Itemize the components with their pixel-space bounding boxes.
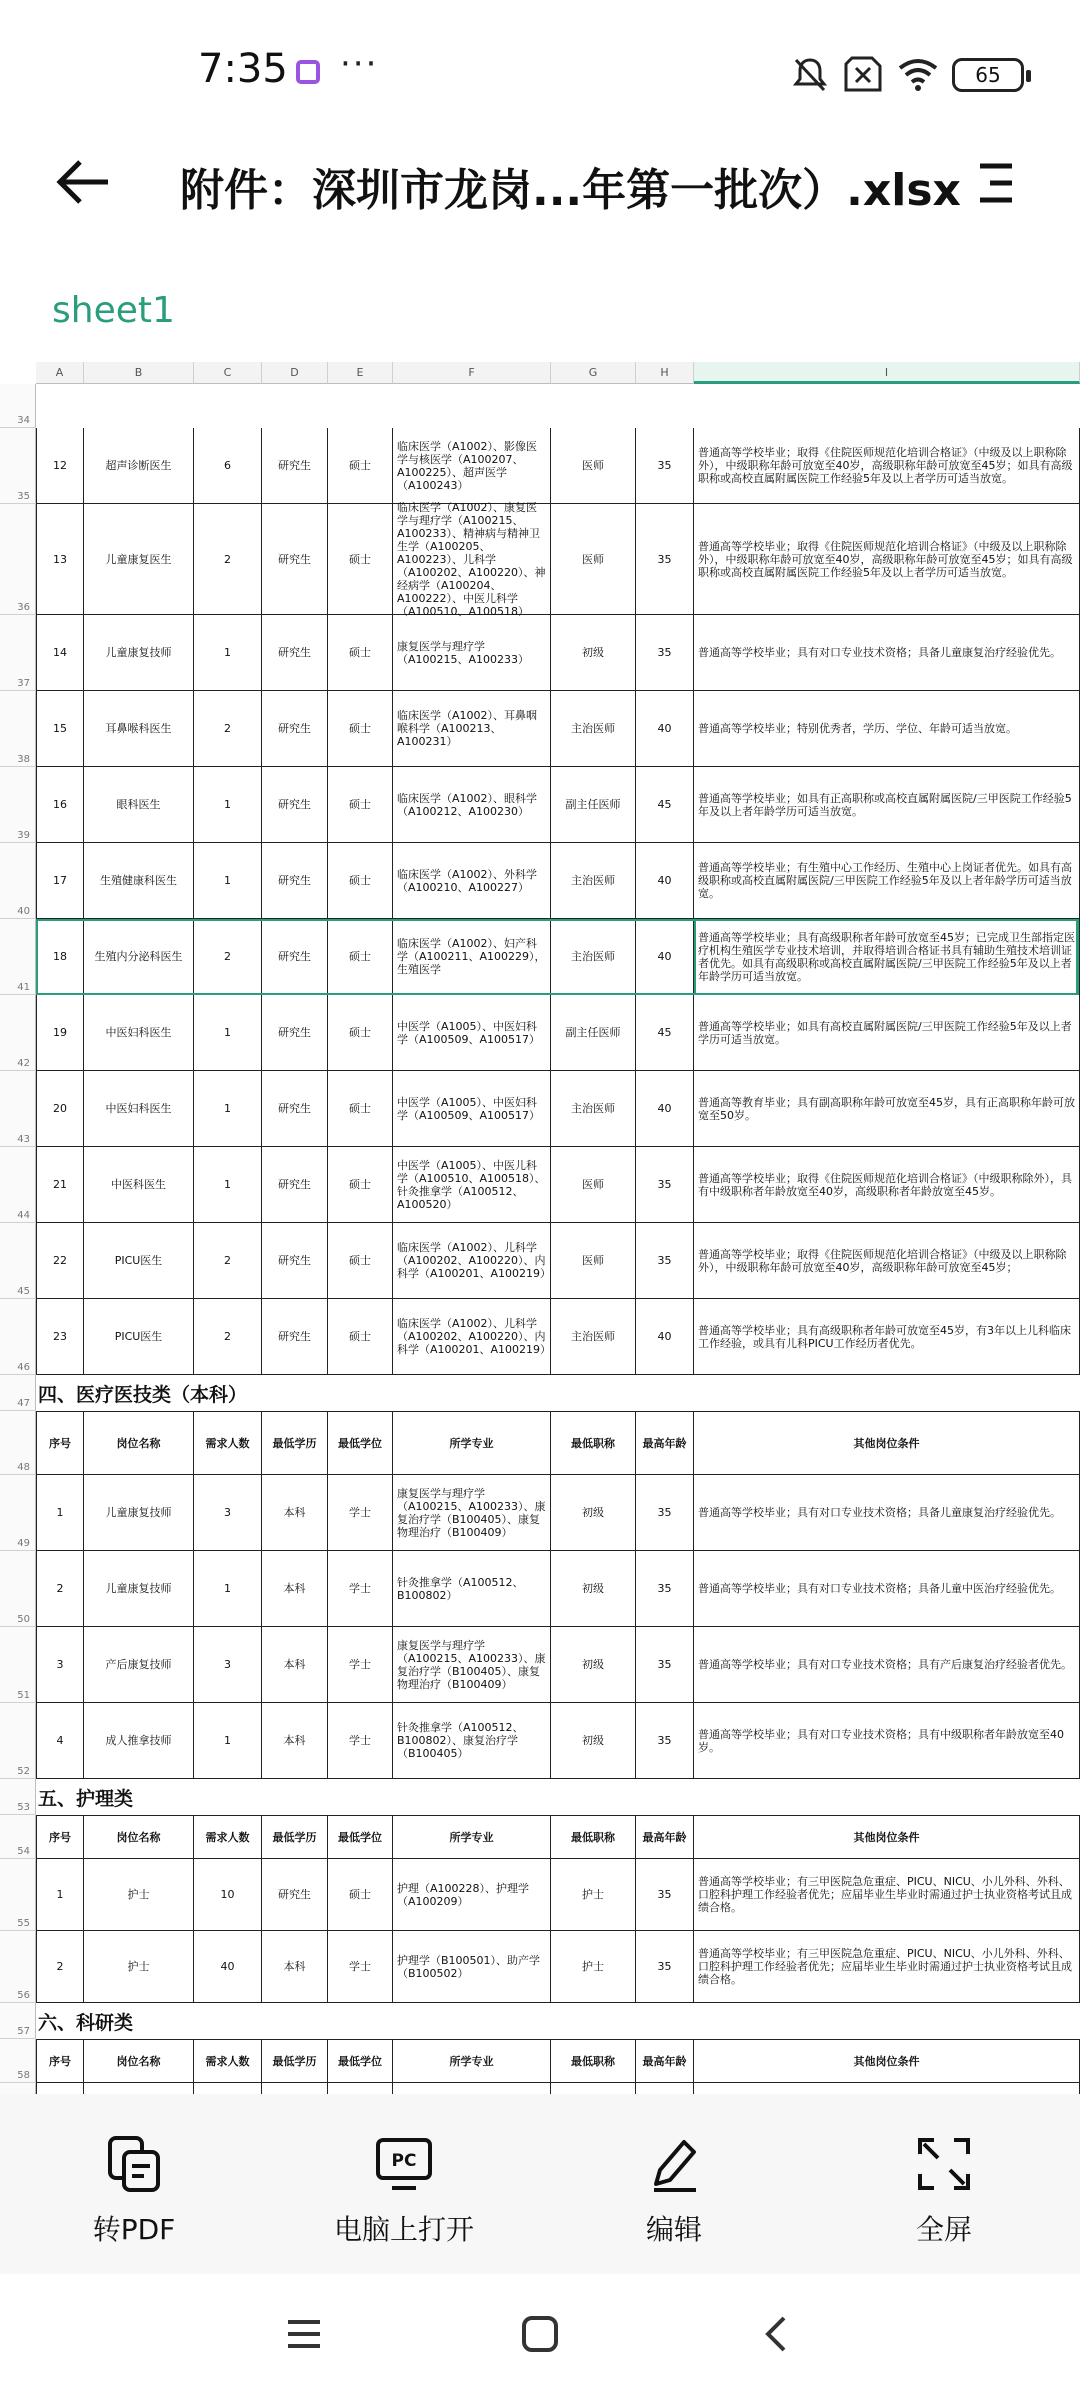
table-cell[interactable]: 护士 xyxy=(551,1931,636,2003)
header-cell[interactable]: 岗位名称 xyxy=(84,2039,194,2083)
table-row xyxy=(0,691,1080,767)
table-cell[interactable]: 3 xyxy=(194,1627,262,1703)
table-cell[interactable]: 13 xyxy=(36,504,84,615)
header-cell[interactable]: 序号 xyxy=(36,1815,84,1859)
table-cell[interactable]: 普通高等学校毕业；有生殖中心工作经历、生殖中心上岗证者优先。如具有高级职称或高校直属附属医院/三甲医院工作经验5年及以上者年龄学历可适当放宽。 xyxy=(694,843,1080,919)
table-cell[interactable]: 35 xyxy=(636,1859,694,1931)
table-cell[interactable]: 本科 xyxy=(262,1551,328,1627)
table-cell[interactable]: 1 xyxy=(194,1551,262,1627)
clock: 7:35 xyxy=(198,46,288,92)
table-cell[interactable]: 硕士 xyxy=(328,691,393,767)
back-arrow-icon[interactable] xyxy=(54,152,114,212)
table-header-row xyxy=(0,2039,1080,2083)
table-cell[interactable]: 硕士 xyxy=(328,767,393,843)
table-row xyxy=(0,1223,1080,1299)
column-header-h[interactable]: H xyxy=(636,362,694,384)
table-cell[interactable]: 普通高等学校毕业；有三甲医院急危重症、PICU、NICU、小儿外科、外科、口腔科护理工作经验者优先；应届毕业生毕业时需通过护士执业资格考试且成绩合格。 xyxy=(694,1931,1080,2003)
table-cell[interactable]: 40 xyxy=(636,691,694,767)
column-header-a[interactable]: A xyxy=(36,362,84,384)
table-cell[interactable]: 生殖内分泌科医生 xyxy=(84,919,194,995)
fullscreen-label: 全屏 xyxy=(915,2213,972,2246)
column-header-b[interactable]: B xyxy=(84,362,194,384)
fullscreen-icon xyxy=(914,2134,974,2194)
table-cell[interactable]: 35 xyxy=(636,1703,694,1779)
table-cell[interactable]: 普通高等学校毕业；具有对口专业技术资格；具有产后康复治疗经验者优先。 xyxy=(694,1627,1080,1703)
table-cell[interactable]: 初级 xyxy=(551,615,636,691)
header-cell[interactable]: 最低学历 xyxy=(262,1815,328,1859)
table-cell[interactable]: 3 xyxy=(194,1475,262,1551)
table-cell[interactable]: 硕士 xyxy=(328,504,393,615)
system-nav-bar xyxy=(0,2274,1080,2400)
table-cell[interactable]: 学士 xyxy=(328,1551,393,1627)
home-icon[interactable] xyxy=(518,2312,562,2356)
table-cell[interactable]: 初级 xyxy=(551,1627,636,1703)
open-on-pc-label: 电脑上打开 xyxy=(333,2213,474,2246)
header-cell[interactable]: 所学专业 xyxy=(393,1411,551,1475)
table-cell[interactable]: 医师 xyxy=(551,1147,636,1223)
table-cell[interactable]: 2 xyxy=(194,504,262,615)
table-cell[interactable]: 普通高等学校毕业；特别优秀者，学历、学位、年龄可适当放宽。 xyxy=(694,691,1080,767)
table-cell[interactable]: 临床医学（A1002）、眼科学（A100212、A100230） xyxy=(393,767,551,843)
table-cell[interactable]: 研究生 xyxy=(262,767,328,843)
header-cell[interactable]: 序号 xyxy=(36,1411,84,1475)
table-cell[interactable]: 研究生 xyxy=(262,1223,328,1299)
header-cell[interactable]: 所学专业 xyxy=(393,2039,551,2083)
column-header-d[interactable]: D xyxy=(262,362,328,384)
table-cell[interactable]: 初级 xyxy=(551,1475,636,1551)
section-medical-tech-bachelor: 四、医疗医技类（本科） xyxy=(38,1384,248,1406)
row-number[interactable]: 50 xyxy=(17,1614,30,1625)
table-cell[interactable]: 35 xyxy=(636,1147,694,1223)
table-cell[interactable]: 2 xyxy=(194,919,262,995)
header-cell[interactable]: 最低学位 xyxy=(328,1815,393,1859)
row-number[interactable]: 54 xyxy=(17,1846,30,1857)
table-cell[interactable]: 普通高等学校毕业；取得《住院医师规范化培训合格证》（中级及以上职称除外），中级职称年龄可放宽至40岁，高级职称年龄可放宽至45岁； xyxy=(694,1223,1080,1299)
table-cell[interactable]: 2 xyxy=(194,1223,262,1299)
table-row xyxy=(0,1931,1080,2003)
row-number[interactable]: 35 xyxy=(17,491,30,502)
table-cell[interactable]: 研究生 xyxy=(262,691,328,767)
table-cell[interactable]: 护士 xyxy=(551,1859,636,1931)
section-row xyxy=(0,1779,1080,1815)
table-cell[interactable]: 主治医师 xyxy=(551,691,636,767)
table-cell[interactable]: 1 xyxy=(36,1475,84,1551)
fullscreen-button[interactable] xyxy=(844,2134,1044,2264)
table-cell[interactable]: 研究生 xyxy=(262,1147,328,1223)
table-row xyxy=(0,1627,1080,1703)
header-cell[interactable]: 其他岗位条件 xyxy=(694,1815,1080,1859)
table-cell[interactable]: 主治医师 xyxy=(551,919,636,995)
table-cell[interactable]: 35 xyxy=(636,1551,694,1627)
battery-icon: 65 xyxy=(952,58,1024,92)
row-number[interactable]: 53 xyxy=(17,1802,30,1813)
column-header-i[interactable]: I xyxy=(694,362,1080,384)
table-row xyxy=(0,1147,1080,1223)
row-number[interactable]: 48 xyxy=(17,1462,30,1473)
table-cell[interactable]: 硕士 xyxy=(328,1071,393,1147)
table-row xyxy=(0,428,1080,504)
table-cell[interactable]: 2 xyxy=(36,1551,84,1627)
table-cell[interactable]: 硕士 xyxy=(328,1223,393,1299)
notification-app-icon xyxy=(296,60,320,84)
table-cell[interactable]: 研究生 xyxy=(262,1299,328,1375)
table-cell[interactable]: 35 xyxy=(636,504,694,615)
wifi-icon xyxy=(896,54,940,94)
edit-button[interactable] xyxy=(574,2134,774,2264)
document-title: 附件：深圳市龙岗...年第一批次）.xlsx xyxy=(180,165,961,216)
table-cell[interactable]: 儿童康复技师 xyxy=(84,1551,194,1627)
table-cell[interactable]: 普通高等学校毕业；有三甲医院急危重症、PICU、NICU、小儿外科、外科、口腔科护理工作经验者优先；应届毕业生毕业时需通过护士执业资格考试且成绩合格。 xyxy=(694,1859,1080,1931)
menu-icon[interactable] xyxy=(976,158,1016,208)
table-cell[interactable]: 护理学（B100501）、助产学（B100502） xyxy=(393,1931,551,2003)
header-cell[interactable]: 所学专业 xyxy=(393,1815,551,1859)
column-header-f[interactable]: F xyxy=(393,362,551,384)
table-cell[interactable]: 硕士 xyxy=(328,1299,393,1375)
table-header-row xyxy=(0,1411,1080,1475)
table-cell[interactable]: 硕士 xyxy=(328,919,393,995)
table-cell[interactable]: 35 xyxy=(636,615,694,691)
header-cell[interactable]: 其他岗位条件 xyxy=(694,1411,1080,1475)
sheet-tab[interactable]: sheet1 xyxy=(52,290,175,331)
table-cell[interactable]: 硕士 xyxy=(328,1859,393,1931)
table-cell[interactable]: 普通高等学校毕业；如具有正高职称或高校直属附属医院/三甲医院工作经验5年及以上者年龄学历可适当放宽。 xyxy=(694,767,1080,843)
section-row xyxy=(0,2003,1080,2039)
table-cell[interactable]: 中医学（A1005）、中医儿科学（A100510、A100518）、针灸推拿学（A100512、A100520） xyxy=(393,1147,551,1223)
title-bar xyxy=(0,130,1080,240)
row-number[interactable]: 47 xyxy=(17,1398,30,1409)
section-research: 六、科研类 xyxy=(38,2012,134,2034)
table-cell[interactable]: 1 xyxy=(194,1703,262,1779)
table-cell[interactable]: 22 xyxy=(36,1223,84,1299)
table-cell[interactable]: 眼科医生 xyxy=(84,767,194,843)
recent-apps-icon[interactable] xyxy=(282,2312,326,2356)
table-row xyxy=(0,1071,1080,1147)
header-cell[interactable]: 需求人数 xyxy=(194,1411,262,1475)
table-row xyxy=(0,1475,1080,1551)
table-cell[interactable]: 普通高等学校毕业；具有对口专业技术资格；具备儿童康复治疗经验优先。 xyxy=(694,615,1080,691)
table-cell[interactable]: 研究生 xyxy=(262,995,328,1071)
table-cell[interactable]: 普通高等学校毕业；取得《住院医师规范化培训合格证》（中级及以上职称除外），中级职称年龄可放宽至40岁，高级职称年龄可放宽至45岁；如具有高级职称或高校直属附属医院工作经验5年及以上者学历可适当放宽。 xyxy=(694,428,1080,504)
table-cell[interactable]: 45 xyxy=(636,767,694,843)
table-cell[interactable]: 普通高等学校毕业；取得《住院医师规范化培训合格证》（中级职称除外），具有中级职称者年龄放宽至40岁，高级职称者年龄放宽至45岁。 xyxy=(694,1147,1080,1223)
table-cell[interactable]: 初级 xyxy=(551,1703,636,1779)
header-cell[interactable]: 最高年龄 xyxy=(636,1411,694,1475)
row-number[interactable]: 44 xyxy=(17,1210,30,1221)
pc-open-icon xyxy=(374,2134,434,2194)
header-cell[interactable]: 最低学位 xyxy=(328,1411,393,1475)
table-cell[interactable]: 硕士 xyxy=(328,843,393,919)
row-number[interactable]: 55 xyxy=(17,1918,30,1929)
table-cell[interactable]: 学士 xyxy=(328,1931,393,2003)
table-cell[interactable]: 中医学（A1005）、中医妇科学（A100509、A100517） xyxy=(393,1071,551,1147)
table-cell[interactable]: 医师 xyxy=(551,428,636,504)
table-cell[interactable]: 中医学（A1005）、中医妇科学（A100509、A100517） xyxy=(393,995,551,1071)
table-cell[interactable]: 普通高等学校毕业；具有对口专业技术资格；具备儿童中医治疗经验优先。 xyxy=(694,1551,1080,1627)
pencil-icon xyxy=(644,2134,704,2194)
section-nursing: 五、护理类 xyxy=(38,1788,134,1810)
table-row xyxy=(0,1703,1080,1779)
row-number[interactable]: 38 xyxy=(17,754,30,765)
row-number[interactable]: 41 xyxy=(17,982,30,993)
header-cell[interactable]: 最低学历 xyxy=(262,1411,328,1475)
table-cell[interactable]: 40 xyxy=(636,1071,694,1147)
table-row xyxy=(0,843,1080,919)
table-row xyxy=(0,384,1080,428)
table-cell[interactable]: 1 xyxy=(194,615,262,691)
table-cell[interactable]: 中医妇科医生 xyxy=(84,995,194,1071)
table-row xyxy=(0,615,1080,691)
header-cell[interactable]: 序号 xyxy=(36,2039,84,2083)
table-cell[interactable]: 研究生 xyxy=(262,428,328,504)
table-cell[interactable]: 35 xyxy=(636,1627,694,1703)
table-cell[interactable]: 耳鼻喉科医生 xyxy=(84,691,194,767)
table-cell[interactable]: 本科 xyxy=(262,1627,328,1703)
table-cell[interactable]: 2 xyxy=(36,1931,84,2003)
bottom-toolbar xyxy=(0,2094,1080,2274)
row-number[interactable]: 37 xyxy=(17,678,30,689)
row-number[interactable]: 46 xyxy=(17,1362,30,1373)
table-cell[interactable]: 1 xyxy=(194,1147,262,1223)
table-cell[interactable]: 本科 xyxy=(262,1475,328,1551)
convert-pdf-icon xyxy=(104,2134,164,2194)
table-cell[interactable]: 护理（A100228）、护理学（A100209） xyxy=(393,1859,551,1931)
table-cell[interactable]: 17 xyxy=(36,843,84,919)
more-notifications-icon: ··· xyxy=(340,44,379,84)
header-cell[interactable]: 需求人数 xyxy=(194,2039,262,2083)
row-number[interactable]: 42 xyxy=(17,1058,30,1069)
table-cell[interactable]: 中医科医生 xyxy=(84,1147,194,1223)
table-cell[interactable]: 临床医学（A1002）、妇产科学（A100211、A100229），生殖医学 xyxy=(393,919,551,995)
header-cell[interactable]: 最低学历 xyxy=(262,2039,328,2083)
header-cell[interactable]: 最低学位 xyxy=(328,2039,393,2083)
table-cell[interactable]: 3 xyxy=(36,1627,84,1703)
table-cell[interactable]: 副主任医师 xyxy=(551,995,636,1071)
table-cell[interactable]: 研究生 xyxy=(262,1071,328,1147)
header-cell[interactable]: 其他岗位条件 xyxy=(694,2039,1080,2083)
row-number[interactable]: 49 xyxy=(17,1538,30,1549)
table-cell[interactable]: 10 xyxy=(194,1859,262,1931)
table-cell[interactable]: 普通高等教育毕业；具有副高职称年龄可放宽至45岁，具有正高职称年龄可放宽至50岁。 xyxy=(694,1071,1080,1147)
row-number[interactable]: 56 xyxy=(17,1990,30,2001)
header-cell[interactable]: 最低职称 xyxy=(551,1411,636,1475)
convert-pdf-button[interactable] xyxy=(34,2134,234,2264)
table-cell[interactable]: 副主任医师 xyxy=(551,767,636,843)
back-nav-icon[interactable] xyxy=(754,2312,798,2356)
table-cell[interactable]: 临床医学（A1002）、耳鼻咽喉科学（A100213、A100231） xyxy=(393,691,551,767)
spreadsheet-view[interactable] xyxy=(0,362,1080,2094)
table-cell[interactable]: 15 xyxy=(36,691,84,767)
mute-bell-icon xyxy=(790,54,830,94)
table-row xyxy=(0,995,1080,1071)
table-cell[interactable]: 儿童康复技师 xyxy=(84,615,194,691)
row-number[interactable]: 39 xyxy=(17,830,30,841)
row-number[interactable]: 34 xyxy=(17,415,30,426)
table-cell[interactable]: 2 xyxy=(194,1299,262,1375)
table-row xyxy=(0,1551,1080,1627)
table-cell[interactable]: 研究生 xyxy=(262,843,328,919)
table-cell[interactable]: 研究生 xyxy=(262,504,328,615)
column-header-e[interactable]: E xyxy=(328,362,393,384)
table-cell[interactable]: PICU医生 xyxy=(84,1299,194,1375)
table-cell[interactable]: 40 xyxy=(636,919,694,995)
table-cell[interactable]: 普通高等学校毕业；具有对口专业技术资格；具备儿童康复治疗经验优先。 xyxy=(694,1475,1080,1551)
status-bar xyxy=(0,0,1080,150)
header-cell[interactable]: 最低职称 xyxy=(551,2039,636,2083)
table-cell[interactable]: 康复医学与理疗学（A100215、A100233）、康复治疗学（B100405）、康复物理治疗（B100409） xyxy=(393,1627,551,1703)
table-cell[interactable]: 35 xyxy=(636,428,694,504)
table-cell[interactable]: 硕士 xyxy=(328,615,393,691)
table-cell[interactable]: 普通高等学校毕业；如具有高校直属附属医院/三甲医院工作经验5年及以上者学历可适当放宽。 xyxy=(694,995,1080,1071)
row-number[interactable]: 52 xyxy=(17,1766,30,1777)
table-cell[interactable]: 儿童康复技师 xyxy=(84,1475,194,1551)
row-number[interactable]: 36 xyxy=(17,602,30,613)
table-cell[interactable]: 成人推拿技师 xyxy=(84,1703,194,1779)
row-number[interactable]: 58 xyxy=(17,2070,30,2081)
table-cell[interactable]: 20 xyxy=(36,1071,84,1147)
table-cell[interactable]: 康复医学与理疗学（A100215、A100233）、康复治疗学（B100405）、康复物理治疗（B100409） xyxy=(393,1475,551,1551)
table-cell[interactable]: 21 xyxy=(36,1147,84,1223)
table-cell[interactable]: 护士 xyxy=(84,1859,194,1931)
table-cell[interactable]: 学士 xyxy=(328,1627,393,1703)
table-cell[interactable]: 45 xyxy=(636,995,694,1071)
table-cell[interactable]: 40 xyxy=(636,843,694,919)
table-cell[interactable]: 35 xyxy=(636,1223,694,1299)
row-number[interactable]: 43 xyxy=(17,1134,30,1145)
table-row xyxy=(0,919,1080,995)
table-cell[interactable]: 临床医学（A1002）、儿科学（A100202、A100220）、内科学（A100201、A100219） xyxy=(393,1223,551,1299)
table-cell[interactable]: 医师 xyxy=(551,504,636,615)
table-cell[interactable]: 1 xyxy=(36,1859,84,1931)
table-cell[interactable]: 23 xyxy=(36,1299,84,1375)
table-cell[interactable]: 40 xyxy=(636,1299,694,1375)
table-cell[interactable]: 14 xyxy=(36,615,84,691)
table-cell[interactable]: 2 xyxy=(194,691,262,767)
table-cell[interactable]: 学士 xyxy=(328,1475,393,1551)
table-cell[interactable]: 临床医学（A1002）、影像医学与核医学（A100207、A100225）、超声医学（A100243） xyxy=(393,428,551,504)
table-cell[interactable]: 1 xyxy=(194,1071,262,1147)
table-cell[interactable]: PICU医生 xyxy=(84,1223,194,1299)
table-row xyxy=(0,767,1080,843)
table-cell[interactable]: 研究生 xyxy=(262,919,328,995)
table-cell[interactable]: 40 xyxy=(194,1931,262,2003)
open-on-pc-button[interactable] xyxy=(304,2134,504,2264)
table-header-row xyxy=(0,1815,1080,1859)
table-cell[interactable]: 普通高等学校毕业；具有高级职称者年龄可放宽至45岁，有3年以上儿科临床工作经验，或具有儿科PICU工作经历者优先。 xyxy=(694,1299,1080,1375)
section-row xyxy=(0,1375,1080,1411)
table-cell[interactable]: 临床医学（A1002）、外科学（A100210、A100227） xyxy=(393,843,551,919)
row-number[interactable]: 45 xyxy=(17,1286,30,1297)
table-cell[interactable]: 1 xyxy=(194,995,262,1071)
header-cell[interactable]: 需求人数 xyxy=(194,1815,262,1859)
table-cell[interactable]: 生殖健康科医生 xyxy=(84,843,194,919)
table-cell[interactable]: 硕士 xyxy=(328,1147,393,1223)
table-cell[interactable]: 12 xyxy=(36,428,84,504)
table-cell[interactable]: 普通高等学校毕业；取得《住院医师规范化培训合格证》（中级及以上职称除外），中级职称年龄可放宽至40岁，高级职称年龄可放宽至45岁；如具有高级职称或高校直属附属医院工作经验5年及以上者学历可适当放宽。 xyxy=(694,504,1080,615)
table-cell[interactable]: 19 xyxy=(36,995,84,1071)
table-cell[interactable]: 护士 xyxy=(84,1931,194,2003)
header-cell[interactable]: 最高年龄 xyxy=(636,2039,694,2083)
table-cell[interactable]: 硕士 xyxy=(328,428,393,504)
no-sim-icon xyxy=(842,54,884,94)
table-cell[interactable]: 产后康复技师 xyxy=(84,1627,194,1703)
edit-label: 编辑 xyxy=(645,2213,702,2246)
table-cell[interactable]: 本科 xyxy=(262,1931,328,2003)
table-cell[interactable]: 针灸推拿学（A100512、B100802）、康复治疗学（B100405） xyxy=(393,1703,551,1779)
header-cell[interactable]: 岗位名称 xyxy=(84,1815,194,1859)
table-row xyxy=(0,500,1080,618)
table-cell[interactable]: 16 xyxy=(36,767,84,843)
table-cell[interactable]: 本科 xyxy=(262,1703,328,1779)
column-header-c[interactable]: C xyxy=(194,362,262,384)
table-cell[interactable]: 35 xyxy=(636,1931,694,2003)
table-cell[interactable]: 普通高等学校毕业；具有对口专业技术资格；具有中级职称者年龄放宽至40岁。 xyxy=(694,1703,1080,1779)
table-cell[interactable]: 硕士 xyxy=(328,995,393,1071)
table-cell[interactable]: 临床医学（A1002）、儿科学（A100202、A100220）、内科学（A100201、A100219） xyxy=(393,1299,551,1375)
table-cell[interactable]: 儿童康复医生 xyxy=(84,504,194,615)
table-cell[interactable]: 主治医师 xyxy=(551,843,636,919)
table-cell[interactable]: 主治医师 xyxy=(551,1299,636,1375)
row-number[interactable]: 51 xyxy=(17,1690,30,1701)
table-cell[interactable]: 超声诊断医生 xyxy=(84,428,194,504)
header-cell[interactable]: 岗位名称 xyxy=(84,1411,194,1475)
table-cell[interactable]: 35 xyxy=(636,1475,694,1551)
column-header-g[interactable]: G xyxy=(551,362,636,384)
table-cell[interactable]: 4 xyxy=(36,1703,84,1779)
table-cell[interactable]: 康复医学与理疗学（A100215、A100233） xyxy=(393,615,551,691)
table-cell[interactable]: 研究生 xyxy=(262,615,328,691)
table-cell[interactable]: 医师 xyxy=(551,1223,636,1299)
header-cell[interactable]: 最低职称 xyxy=(551,1815,636,1859)
table-cell[interactable]: 6 xyxy=(194,428,262,504)
table-cell[interactable]: 初级 xyxy=(551,1551,636,1627)
table-cell[interactable]: 临床医学（A1002）、康复医学与理疗学（A100215、A100233）、精神病与精神卫生学（A100205、A100223）、儿科学（A100202、A100220）、神经病学（A100204、A100222）、中医儿科学（A100510、A100518） xyxy=(393,504,551,615)
svg-text:PC: PC xyxy=(391,2151,417,2171)
table-row xyxy=(0,1859,1080,1931)
table-cell[interactable]: 学士 xyxy=(328,1703,393,1779)
row-number[interactable]: 40 xyxy=(17,906,30,917)
table-cell[interactable]: 1 xyxy=(194,843,262,919)
table-cell[interactable]: 1 xyxy=(194,767,262,843)
table-cell[interactable]: 普通高等学校毕业；具有高级职称者年龄可放宽至45岁；已完成卫生部指定医疗机构生殖医学专业技术培训，并取得培训合格证书具有辅助生殖技术培训证者优先。如具有高级职称或高校直属附属医院/三甲医院工作经验5年及以上者年龄学历可适当放宽。 xyxy=(694,919,1080,995)
table-row xyxy=(0,1299,1080,1375)
header-cell[interactable]: 最高年龄 xyxy=(636,1815,694,1859)
table-cell[interactable]: 研究生 xyxy=(262,1859,328,1931)
row-number[interactable]: 57 xyxy=(17,2026,30,2037)
table-cell[interactable]: 中医妇科医生 xyxy=(84,1071,194,1147)
table-cell[interactable]: 18 xyxy=(36,919,84,995)
convert-pdf-label: 转PDF xyxy=(92,2213,176,2246)
table-cell[interactable]: 主治医师 xyxy=(551,1071,636,1147)
table-cell[interactable]: 针灸推拿学（A100512、B100802） xyxy=(393,1551,551,1627)
